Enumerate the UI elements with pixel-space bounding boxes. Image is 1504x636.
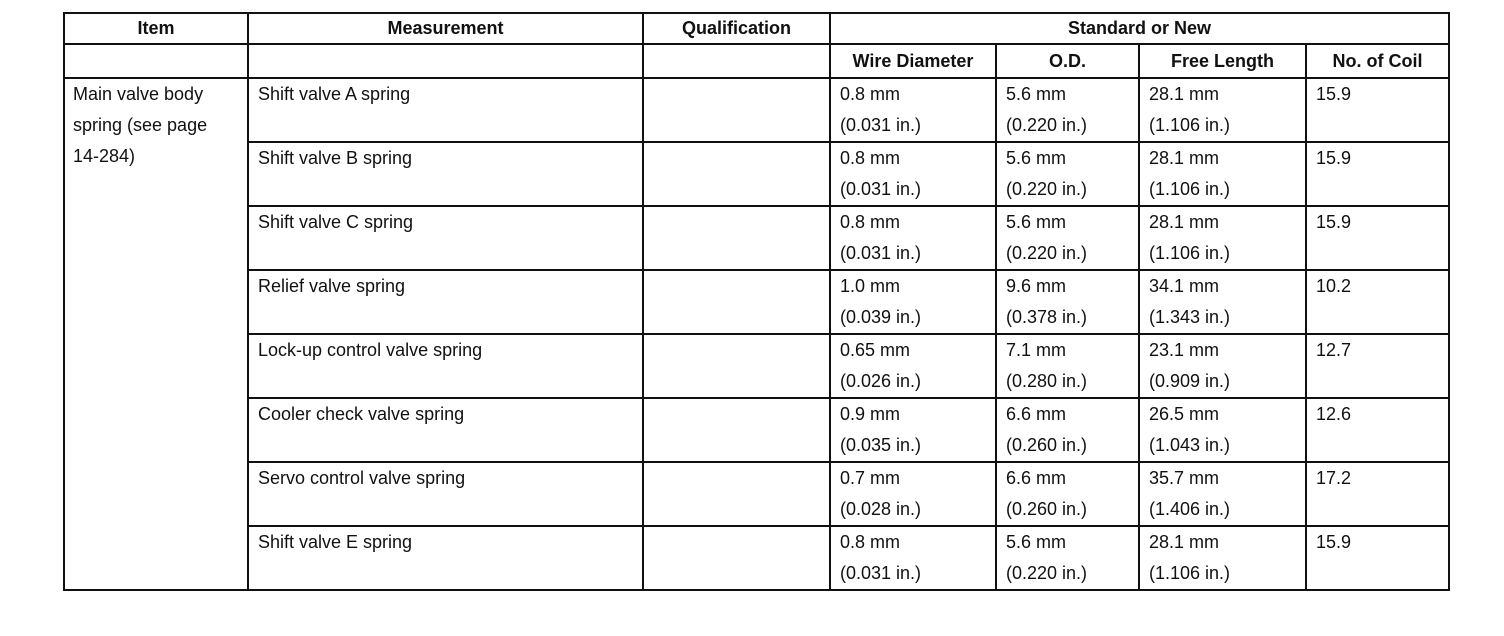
header-item: Item (64, 13, 248, 44)
od-mm: 6.6 mm (1006, 404, 1067, 424)
od-in: (0.260 in.) (1006, 499, 1088, 519)
measurement-cell: Shift valve C spring (248, 206, 643, 270)
wire-in: (0.031 in.) (840, 243, 922, 263)
od-cell (996, 142, 1139, 206)
wire-diameter-cell (830, 462, 996, 526)
wire-mm: 0.8 mm (840, 532, 901, 552)
od-mm: 9.6 mm (1006, 276, 1067, 296)
table-row (64, 334, 1449, 398)
wire-mm: 0.7 mm (840, 468, 901, 488)
od-mm: 5.6 mm (1006, 148, 1067, 168)
measurement-cell: Lock-up control valve spring (248, 334, 643, 398)
wire-in: (0.028 in.) (840, 499, 922, 519)
item-line: Main valve body (73, 84, 204, 104)
qualification-cell (643, 462, 830, 526)
len-in: (0.909 in.) (1149, 371, 1231, 391)
wire-in: (0.026 in.) (840, 371, 922, 391)
od-mm: 5.6 mm (1006, 212, 1067, 232)
od-in: (0.220 in.) (1006, 115, 1088, 135)
wire-diameter-cell (830, 398, 996, 462)
len-mm: 35.7 mm (1149, 468, 1220, 488)
qualification-cell (643, 206, 830, 270)
od-cell (996, 398, 1139, 462)
table-row (64, 526, 1449, 590)
od-cell (996, 526, 1139, 590)
wire-mm: 0.8 mm (840, 148, 901, 168)
len-in: (1.343 in.) (1149, 307, 1231, 327)
header-item-blank (64, 44, 248, 78)
header-qualification-blank (643, 44, 830, 78)
od-cell (996, 462, 1139, 526)
od-cell (996, 270, 1139, 334)
od-in: (0.260 in.) (1006, 435, 1088, 455)
table-row (64, 270, 1449, 334)
wire-diameter-cell (830, 334, 996, 398)
qualification-cell (643, 526, 830, 590)
wire-in: (0.035 in.) (840, 435, 922, 455)
wire-mm: 0.65 mm (840, 340, 911, 360)
free-length-cell (1139, 462, 1306, 526)
len-in: (1.043 in.) (1149, 435, 1231, 455)
qualification-cell (643, 142, 830, 206)
item-cell (64, 78, 248, 590)
header-free-length: Free Length (1139, 44, 1306, 78)
od-in: (0.280 in.) (1006, 371, 1088, 391)
len-mm: 28.1 mm (1149, 532, 1220, 552)
wire-diameter-cell (830, 206, 996, 270)
od-in: (0.220 in.) (1006, 563, 1088, 583)
len-mm: 26.5 mm (1149, 404, 1220, 424)
wire-in: (0.039 in.) (840, 307, 922, 327)
coil-cell: 12.7 (1306, 334, 1449, 398)
wire-mm: 0.8 mm (840, 212, 901, 232)
header-wire-diameter: Wire Diameter (830, 44, 996, 78)
free-length-cell (1139, 142, 1306, 206)
len-in: (1.406 in.) (1149, 499, 1231, 519)
header-standard-or-new: Standard or New (830, 13, 1449, 44)
table-body (64, 78, 1449, 590)
wire-in: (0.031 in.) (840, 563, 922, 583)
len-mm: 28.1 mm (1149, 212, 1220, 232)
table-row (64, 142, 1449, 206)
free-length-cell (1139, 78, 1306, 142)
header-row-main (64, 13, 1449, 44)
free-length-cell (1139, 526, 1306, 590)
header-od: O.D. (996, 44, 1139, 78)
wire-diameter-cell (830, 78, 996, 142)
item-line: 14-284) (73, 146, 136, 166)
od-cell (996, 334, 1139, 398)
spring-spec-table (63, 12, 1450, 591)
wire-mm: 0.9 mm (840, 404, 901, 424)
od-mm: 5.6 mm (1006, 532, 1067, 552)
header-measurement: Measurement (248, 13, 643, 44)
od-mm: 7.1 mm (1006, 340, 1067, 360)
measurement-cell: Relief valve spring (248, 270, 643, 334)
len-mm: 28.1 mm (1149, 84, 1220, 104)
measurement-cell: Shift valve A spring (248, 78, 643, 142)
qualification-cell (643, 398, 830, 462)
measurement-cell: Cooler check valve spring (248, 398, 643, 462)
coil-cell: 15.9 (1306, 206, 1449, 270)
table-row (64, 462, 1449, 526)
coil-cell: 12.6 (1306, 398, 1449, 462)
free-length-cell (1139, 334, 1306, 398)
measurement-cell: Servo control valve spring (248, 462, 643, 526)
wire-diameter-cell (830, 142, 996, 206)
qualification-cell (643, 270, 830, 334)
header-row-sub (64, 44, 1449, 78)
len-mm: 23.1 mm (1149, 340, 1220, 360)
table-row (64, 78, 1449, 142)
header-no-of-coil: No. of Coil (1306, 44, 1449, 78)
coil-cell: 17.2 (1306, 462, 1449, 526)
od-cell (996, 206, 1139, 270)
free-length-cell (1139, 270, 1306, 334)
coil-cell: 15.9 (1306, 142, 1449, 206)
wire-diameter-cell (830, 526, 996, 590)
len-mm: 34.1 mm (1149, 276, 1220, 296)
od-mm: 5.6 mm (1006, 84, 1067, 104)
wire-in: (0.031 in.) (840, 115, 922, 135)
free-length-cell (1139, 398, 1306, 462)
table-row (64, 398, 1449, 462)
od-cell (996, 78, 1139, 142)
od-in: (0.220 in.) (1006, 243, 1088, 263)
len-in: (1.106 in.) (1149, 243, 1231, 263)
len-mm: 28.1 mm (1149, 148, 1220, 168)
measurement-cell: Shift valve B spring (248, 142, 643, 206)
header-qualification: Qualification (643, 13, 830, 44)
table-row (64, 206, 1449, 270)
item-line: spring (see page (73, 115, 208, 135)
qualification-cell (643, 334, 830, 398)
od-in: (0.220 in.) (1006, 179, 1088, 199)
od-mm: 6.6 mm (1006, 468, 1067, 488)
wire-diameter-cell (830, 270, 996, 334)
free-length-cell (1139, 206, 1306, 270)
coil-cell: 10.2 (1306, 270, 1449, 334)
measurement-cell: Shift valve E spring (248, 526, 643, 590)
header-measurement-blank (248, 44, 643, 78)
qualification-cell (643, 78, 830, 142)
wire-mm: 1.0 mm (840, 276, 901, 296)
wire-in: (0.031 in.) (840, 179, 922, 199)
len-in: (1.106 in.) (1149, 115, 1231, 135)
coil-cell: 15.9 (1306, 526, 1449, 590)
wire-mm: 0.8 mm (840, 84, 901, 104)
coil-cell: 15.9 (1306, 78, 1449, 142)
od-in: (0.378 in.) (1006, 307, 1088, 327)
len-in: (1.106 in.) (1149, 563, 1231, 583)
len-in: (1.106 in.) (1149, 179, 1231, 199)
